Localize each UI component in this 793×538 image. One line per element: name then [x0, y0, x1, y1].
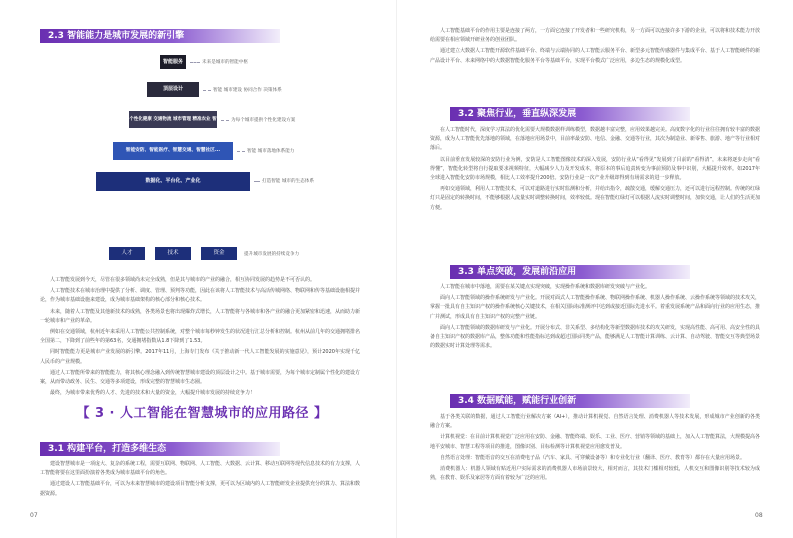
paragraph: 同时智能能力更是城市产业发展的新引擎。2017年11月，上海专门发布《关于推动新一代人工智能发展的实施意见》，预计2020年实现千亿人民币的产业规模。: [40, 349, 360, 365]
paragraph: 通过建设人工智能基础平台，可以为未来智慧城市的建设项目智能分析支撑，更可以为区域内的人工智能研发企业提供充分的算力、算法和数据资源。: [40, 481, 361, 497]
pyramid-label-1: 未来是城市的智能中枢: [202, 60, 248, 65]
paragraph: 以目前垂直发展较深的安防行业为例，安防是人工智能图像技术的深入发展，安防行业从“看得见”发展到了目前的“看得清”，未来将逐步走向“看得懂”，智能化转型将自行提取要求视频特征，大幅减少人力及开发成本，将原本的事后追责转变为事前预防及事中识别，大幅提升效率。如2017年全球进入智能化安防市场规模，相比人工效率提升200倍。安防行业是一次产业升级却得到有场需求的进一步释放。: [430, 156, 760, 182]
section-banner-3-3: 3.3 单点突破，发展前沿应用: [450, 265, 690, 279]
paragraph: 建设智慧城市是一项庞大、复杂的系统工程，需要互联网、物联网、人工智能、大数据、云计算、移动互联网等现代信息技术的有力支撑，人工智能将要在这里面扮演着各类成为城市基础平台的角色。: [40, 461, 361, 477]
paragraph: 消费机器人：机器人领域有贴近用户实际需求的消费机器人市场前景较大，相对而言，其技术门槛相对较低，人机交互和图像识别等技术较为成熟，在教育、娱乐及家居等方面有着较为广泛的应用。: [430, 466, 760, 482]
pyramid-label-5: 打造智能 城市的生态体系: [262, 179, 314, 184]
pyramid-label-6: 提升城市发展的持续竞争力: [244, 252, 300, 257]
paragraph: 人工智能发展到今天，尽管在很多领域尚未完全成熟，但是其与城市的产业的融合，相互协同发展的趋势是不可否认的。: [50, 277, 316, 283]
pyramid-label-4: 智能 城市落地体系能力: [247, 149, 295, 154]
body-text-3-4: [430, 413, 760, 483]
pyramid-tier-1: 智能服务: [160, 55, 186, 69]
paragraph: 人工智能在城市中落地，需要在某关键点实现突破，实现操作系统和数据库研发突破与产业化。: [440, 284, 651, 290]
body-text-2-3: [40, 276, 360, 398]
page-number-left: 07: [30, 512, 38, 519]
paragraph: 计算机视觉：在目前计算机视觉广泛应用在安防、金融、智能终端、娱乐、工业、医疗、营销等领域的基础上，加入人工智能算法，大规模提高各地平安城市、智慧工程等项目的推进，图像识别、目标检测等计算机视觉应用愈发普及。: [430, 434, 761, 450]
paragraph: 面向人工智能领域的数据库研发与产业化。开展分布式、非关系型、多结构化等新型数据库技术的攻关研发，实现高性能、高可用、高安全性的具备自主知识产权的数据库产品，整体功能和性能指标达到或超过国际同类产品，能够满足人工智能计算训练、云计算、自动驾驶、智能交互等典型场景的数据实时计算处理等需求。: [430, 324, 761, 350]
left-page: [0, 0, 396, 538]
pyramid-tier-3: 个性化健康 交通物流 城市管理 精准农业 智能家居: [129, 111, 217, 128]
paragraph: 在人工智能时代，深度学习算法的优化需要大规模数据样训练模型，数据越丰富完整，应用效果越完美。高度数字化的行业往往拥有较丰富的数据资源，成为人工智能优先落地的领域，在落地应用场景中，目前率最安防、电信、金融、交通等行业，其次为制造业、新零售、旅游、地产等行业相对落后。: [430, 127, 761, 152]
body-text-top: [430, 27, 760, 66]
paragraph: 再如交通领域，利用人工智能技术，可以对道路进行实时监测和分析，并给出指令，疏散交通，缓解交通压力，还可以进行远程控制。传统的红绿灯只是固定的转换时间，不能够根据人流量实时调整转换时间，效率较低。现在智能红绿灯可以根据人流实时调整时间，加快交通，让人们的生活更加方便。: [430, 186, 761, 211]
paragraph: 人工智能基础平台的作用主要是连接了两方，一方面它连接了开发者和一些研究机构，另一方面可以连接许多下游的企业，可以将和技术能力开放给需要在相应领域开研业务的创业团队。: [430, 28, 761, 44]
page-number-right: 08: [755, 512, 763, 519]
section-banner-3-4: 3.4 数据赋能，赋能行业创新: [450, 394, 690, 408]
base-technology: 技术: [155, 247, 191, 260]
paragraph: 面向人工智能领域的操作系统研发与产业化。开展对面式人工智能操作系统、物联网操作系统、机器人操作系统、云操作系统等领域的技术攻关，掌握一批具有自主知识产权的操作系统核心关键技术，在相关国际标准测评中达到或接近国际先进水平。着重发展系统产品和面向行业的应用生态，推广并测试，形成具有自主知识产权的完整产业链。: [430, 295, 761, 320]
paragraph: 人工智能技术在城市治理中提供了分析、调度、管理、预判等功能，因此在该将人工智能技术与高活传城网络、物联网和传等基础设施相提并论，作为城市基础设施来建设，成为城市基础架构的核心部分和核心技术。: [40, 288, 361, 304]
section-banner-2-3: 2.3 智能能力是城市发展的新引擎: [40, 29, 280, 43]
paragraph: 例如在交通领域，杭州近年来采用人工智能公共控制系统，对整个城市每秒钟发生的状况进行汇总分析和控制。杭州从前几年的交通拥堵排名全国第二，下降到了前些年的第63名，交通拥堵指数从1.8下降到了1.53。: [40, 329, 361, 345]
base-talent: 人才: [109, 247, 145, 260]
paragraph: 基于各类关联的数据，通过人工智能行业解决方案（AI+），推动计算机视觉、自然语言处理、消费机器人等技术发展，形成城市产业创新的各类融合方案。: [430, 414, 760, 430]
body-text-3-1: [40, 460, 360, 499]
paragraph: 通过人工智能所带来的智能能力，将其核心理念融入到传统智慧城市建设的顶层设计之中。基于城市需要，为每个城市定制属个性化的建设方案，从而带动政务、民生、交通等多项建设，形成完整的智慧城市生态圈。: [40, 369, 361, 386]
chapter-title: 【 3 · 人工智能在智慧城市的应用路径 】: [76, 406, 328, 421]
right-page: [397, 0, 793, 538]
pyramid-tier-5: 数据化、平台化、产业化: [96, 172, 250, 191]
paragraph: 自然语言处理：智能语音的交互在消费电子品（汽车、家具、可穿戴设备等）和专业化行业（翻译、医疗、教育等）都存在大量应用场景。: [440, 454, 746, 461]
paragraph: 未来，随着人工智能及其他新技术的成熟，各类场景也将出现爆炸式增长，人工智能将与各城市和各产业的融合更加紧密和迅速，从而助力新一轮城市和产业的革命。: [40, 308, 361, 324]
pyramid-tier-2: 顶层设计: [147, 82, 199, 97]
pyramid-tier-4: 智能安防、智能医疗、智慧交通、智慧社区...: [113, 142, 233, 160]
body-text-3-3: [430, 283, 760, 351]
pyramid-label-3: 为每个城市提供个性化建设方案: [231, 118, 296, 123]
section-banner-3-1: 3.1 构建平台，打造多维生态: [40, 442, 280, 456]
base-capital: 资金: [201, 247, 237, 260]
pyramid-label-2: 智能 城市建设 协同合作 决策体系: [213, 88, 282, 93]
paragraph: 通过建立大数据人工智能开源软件基础平台、终端与云端协同的人工智能云服务平台、新型多元智能传感器件与集成平台、基于人工智能硬件的新产品设计平台、未来网络中的大数据智能化服务平台等基础平台，实现平台模式广泛应用，多边生态的规模化成型。: [430, 48, 761, 64]
paragraph: 最终，为城市带来优秀的人才、先进的技术和大量的资金，大幅提升城市发展的持续竞争力！: [50, 390, 256, 397]
body-text-3-2: [430, 126, 760, 213]
section-banner-3-2: 3.2 聚焦行业，垂直纵深发展: [450, 107, 690, 121]
